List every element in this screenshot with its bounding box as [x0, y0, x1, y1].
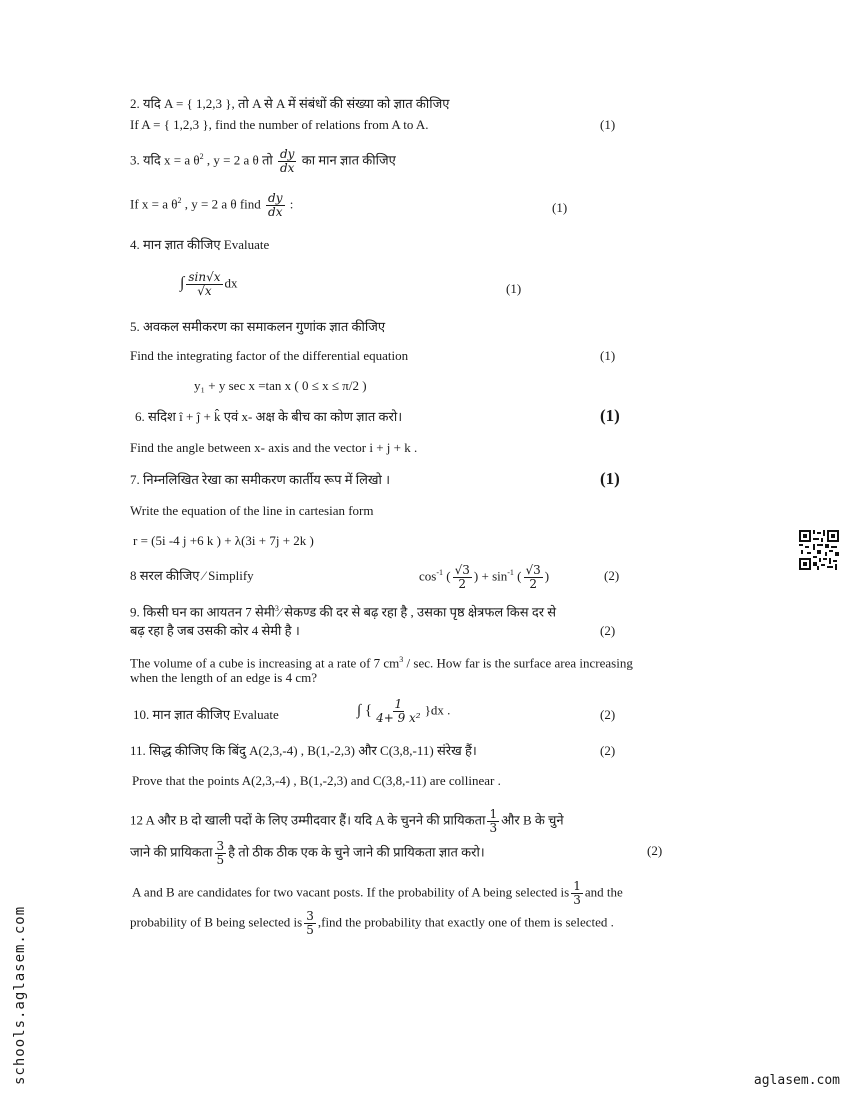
q12-f1-num: 1 [489, 807, 498, 821]
q7-hindi: 7. निम्नलिखित रेखा का समीकरण कार्तीय रूप में लिखो । [130, 472, 391, 487]
q2-marks: (1) [600, 117, 616, 132]
q3-en-derivative [266, 192, 284, 219]
q8-sin: sin [492, 568, 508, 584]
q3-en-suffix: : [286, 196, 294, 212]
q8-frac2 [524, 564, 543, 591]
q2-hindi: 2. यदि A = { 1,2,3 }, तो A से A में संबंधों की संख्या को ज्ञात कीजिए [130, 96, 450, 111]
q5-english: Find the integrating factor of the differential equation [130, 348, 409, 363]
side-watermark: schools.aglasem.com [12, 905, 28, 1085]
q3-en-prefix: If x = a θ [130, 196, 178, 212]
q4-fraction [186, 271, 222, 298]
q9-hindi-1 [130, 601, 556, 620]
q12-en-f1-den: 3 [573, 893, 581, 907]
q8-text: 8 सरल कीजिए ∕ Simplify [130, 568, 254, 583]
q12-en1-b: and the [584, 884, 623, 900]
q8-frac2-num: √3 [525, 563, 541, 577]
q3-en-mid: , y = 2 a θ find [181, 196, 265, 212]
q12-hi1-b: और B के चुने [501, 812, 564, 828]
q7-marks: (1) [600, 469, 620, 488]
q12-hindi-1 [130, 808, 564, 835]
q6-marks: (1) [600, 406, 620, 425]
q12-en-f1-num: 1 [573, 879, 581, 893]
q8-frac1-den: 2 [458, 577, 467, 591]
q4-marks: (1) [506, 281, 522, 296]
qr-code[interactable] [799, 530, 839, 570]
q12-en2-a: probability of B being selected is [130, 914, 303, 930]
q6-hindi: 6. सदिश î + ĵ + k̂ एवं x- अक्ष के बीच का कोण ज्ञात करो। [135, 409, 403, 424]
q12-en1-a: A and B are candidates for two vacant posts. If the probability of A being selected is [132, 884, 570, 900]
q12-hi1-a: 12 A और B दो खाली पदों के लिए उम्मीदवार हैं। यदि A के चुनने की प्रायिकता [130, 812, 486, 828]
q4-integral-sign: ∫ [180, 274, 185, 292]
q4-num: sin√x [188, 270, 221, 284]
q12-f1-den: 3 [489, 821, 498, 835]
q9-hi1-rest: ∕ सेकण्ड की दर से बढ़ रहा है , उसका पृष्ठ क्षेत्रफल किस दर से [278, 604, 557, 620]
q9-english-1 [130, 652, 633, 671]
q8-plus: + [478, 568, 493, 584]
q7-equation: r = (5i -4 j +6 k ) + λ(3i + 7j + 2k ) [133, 533, 314, 548]
q3-sq: 2 [199, 152, 204, 162]
q11-english: Prove that the points A(2,3,-4) , B(1,-2,3) and C(3,8,-11) are collinear . [132, 773, 501, 788]
q12-english-1 [132, 880, 623, 907]
q8-expression: $\cos^{-1}$ ( $\frac{√3}{2}$ ) + $\sin^{-1}$ ( $\frac{√3}{2}$ ) [419, 563, 550, 591]
q10-text: 10. मान ज्ञात कीजिए Evaluate [133, 707, 279, 722]
q4-integral [180, 271, 238, 298]
q10-marks: (2) [600, 707, 616, 722]
q4-heading: 4. मान ज्ञात कीजिए Evaluate [130, 237, 270, 252]
q12-en-f2-num: 3 [306, 909, 314, 923]
q12-frac-1 [487, 808, 499, 835]
q11-hindi: 11. सिद्ध कीजिए कि बिंदु A(2,3,-4) , B(1,-2,3) और C(3,8,-11) संरेख हैं। [130, 743, 477, 758]
q10-num: 1 [394, 697, 403, 711]
q2-english: If A = { 1,2,3 }, find the number of relations from A to A. [130, 117, 429, 132]
q12-hi2-b: है तो ठीक ठीक एक के चुने जाने की प्रायिकता ज्ञात करो। [228, 844, 485, 860]
q12-hi2-a: जाने की प्रायिकता [130, 844, 213, 860]
q8-cos-inv: -1 [436, 568, 444, 578]
q8-frac2-den: 2 [529, 577, 537, 591]
q4-dx: dx [224, 275, 238, 291]
q3-marks: (1) [552, 200, 568, 215]
q8-frac1-num: √3 [454, 563, 470, 577]
q8-marks: (2) [604, 568, 620, 583]
q12-marks: (2) [647, 843, 663, 858]
q12-english-2 [130, 910, 614, 937]
q12-en-f2-den: 5 [306, 923, 314, 937]
q4-den: √x [197, 284, 212, 298]
q9-en1-b: / sec. How far is the surface area increasing [403, 655, 633, 671]
q3-den: dx [280, 161, 295, 175]
q9-en1-a: The volume of a cube is increasing at a rate of 7 cm [130, 655, 400, 671]
q8-sin-inv: -1 [507, 568, 514, 578]
q3-en-den: dx [268, 205, 283, 219]
q3-num: dy [280, 147, 295, 161]
qr-code-icon [799, 530, 839, 570]
q10-fraction [374, 698, 423, 725]
q5-marks: (1) [600, 348, 616, 363]
q10-close: }dx . [424, 702, 451, 718]
q3-hindi-mid: , y = 2 a θ तो [203, 152, 276, 168]
q11-marks: (2) [600, 743, 616, 758]
q3-en-num: dy [268, 191, 283, 205]
q9-en1-sup: 3 [399, 655, 404, 664]
q9-hi1-sup: 3 [274, 604, 279, 613]
q12-hindi-2 [130, 840, 485, 867]
q3-english [130, 192, 293, 219]
q6-english: Find the angle between x- axis and the vector i + j + k . [130, 440, 418, 455]
q3-en-sq: 2 [177, 196, 182, 206]
footer-watermark: aglasem.com [753, 1073, 840, 1088]
q9-hi1: 9. किसी घन का आयतन 7 सेमी [130, 604, 275, 620]
q5-equation: y₁ + y sec x =tan x ( 0 ≤ x ≤ π/2 ) [194, 378, 367, 393]
q9-english-2: when the length of an edge is 4 cm? [130, 670, 317, 685]
q12-en2-b: ,find the probability that exactly one of them is selected . [317, 914, 614, 930]
q12-f2-num: 3 [216, 839, 225, 853]
q12-en-frac-2 [304, 910, 316, 937]
q10-den: 4+ 9 x² [376, 711, 421, 725]
q3-derivative [278, 148, 296, 175]
q12-frac-2 [215, 840, 227, 867]
q8-cos: cos [419, 568, 437, 584]
q9-marks: (2) [600, 623, 616, 638]
q8-frac1 [453, 564, 472, 591]
q3-hindi-suffix: का मान ज्ञात कीजिए [298, 152, 396, 168]
q10-open: ∫ { [357, 702, 373, 719]
q5-hindi: 5. अवकल समीकरण का समाकलन गुणांक ज्ञात कीजिए [130, 319, 386, 334]
q9-hindi-2: बढ़ रहा है जब उसकी कोर 4 सेमी है । [130, 623, 300, 638]
q12-en-frac-1 [571, 880, 583, 907]
q7-english: Write the equation of the line in cartesian form [130, 503, 374, 518]
q3-hindi [130, 148, 396, 175]
q3-hindi-prefix: 3. यदि x = a θ [130, 152, 200, 168]
q12-f2-den: 5 [216, 853, 225, 867]
q10-integral [357, 698, 450, 725]
